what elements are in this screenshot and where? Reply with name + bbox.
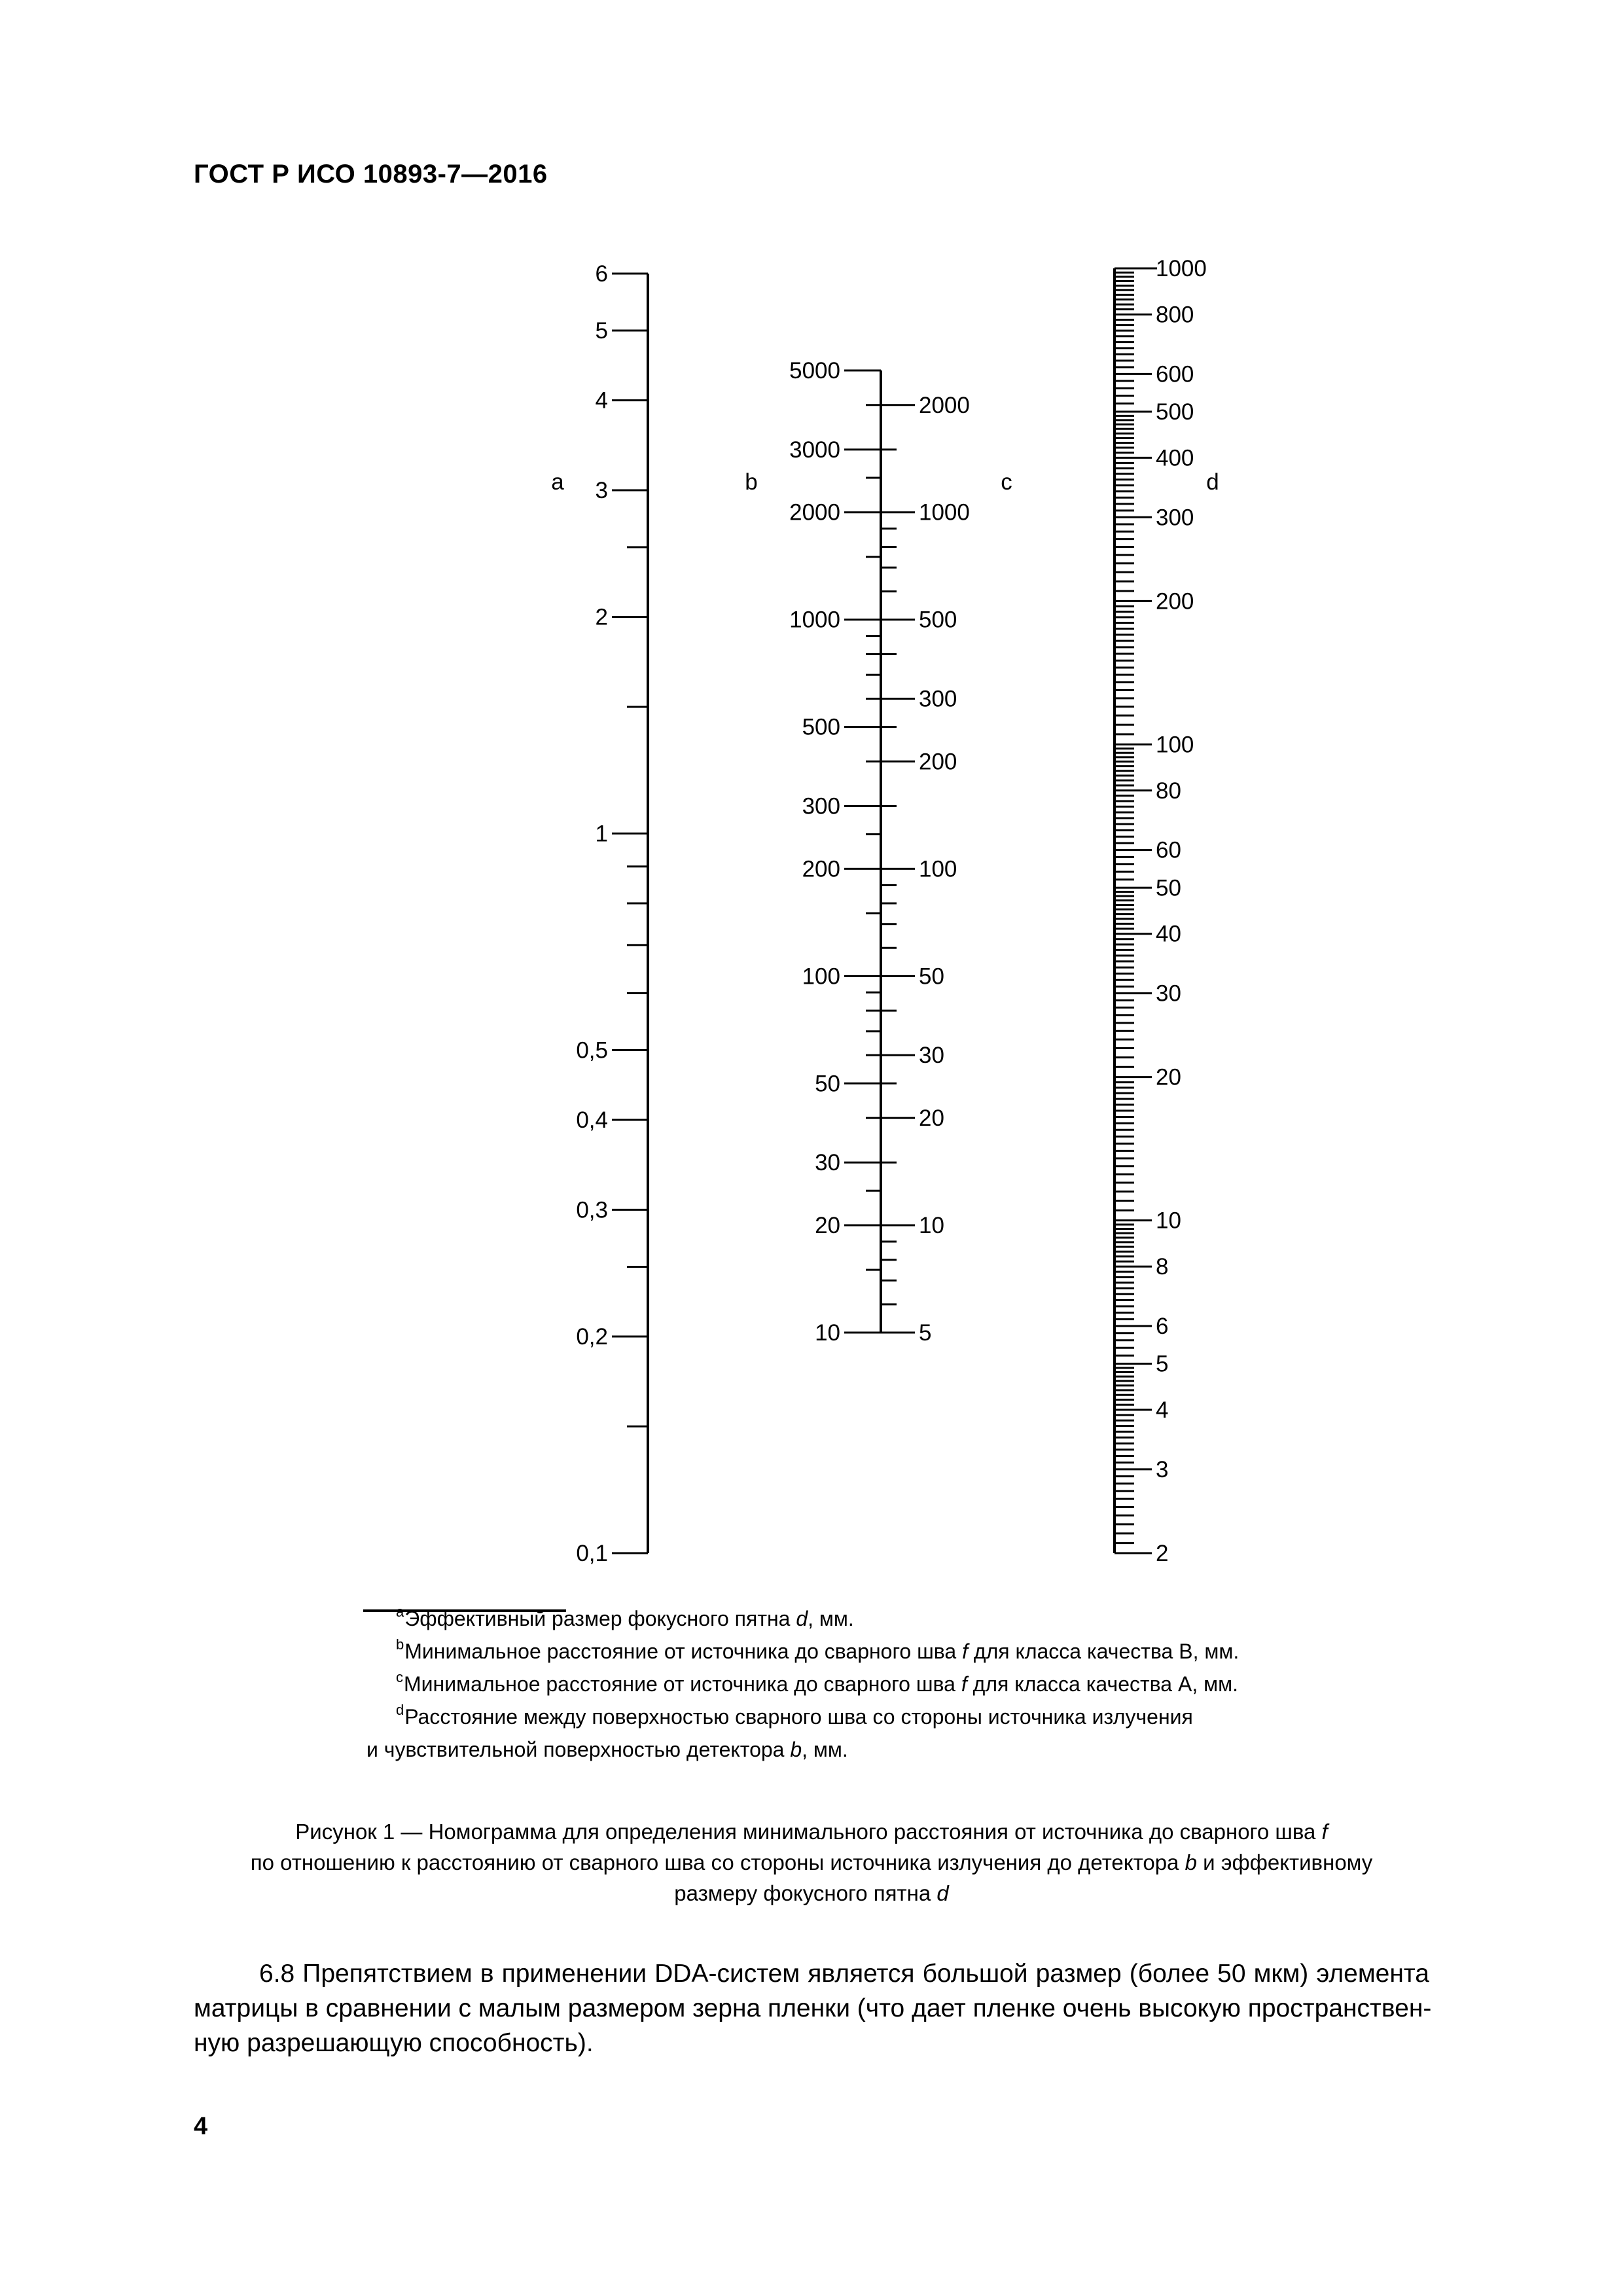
- figure-caption: [194, 1816, 1429, 1909]
- scale-c-tick-label: 10: [919, 1213, 944, 1239]
- scale-a-tick-label: 2: [595, 604, 608, 630]
- scale-a-tick-label: 0,3: [576, 1197, 608, 1223]
- scale-b-tick-label: 30: [815, 1150, 840, 1176]
- paragraph-line-3: ную разрешающую способность).: [194, 2029, 594, 2057]
- page-number: 4: [194, 2113, 208, 2140]
- scale-letter-d: d: [1206, 469, 1219, 495]
- footnote-a: [396, 1604, 854, 1631]
- caption-line-3: [194, 1878, 1429, 1909]
- caption-var: f: [1321, 1820, 1328, 1844]
- scale-b-tick-label: 300: [802, 793, 840, 819]
- footnote-text: и чувствительной поверхностью детектора: [366, 1738, 791, 1761]
- scale-b-tick-label: 100: [802, 963, 840, 990]
- caption-var: b: [1185, 1850, 1197, 1874]
- scale-d-tick-label: 50: [1156, 875, 1181, 901]
- caption-text: размеру фокусного пятна: [674, 1881, 937, 1905]
- scale-d-tick-label: 6: [1156, 1313, 1169, 1339]
- scale-b-tick-label: 20: [815, 1213, 840, 1239]
- scale-b-tick-label: 10: [815, 1320, 840, 1346]
- footnote-var: d: [796, 1607, 808, 1630]
- document-header: ГОСТ Р ИСО 10893-7—2016: [194, 160, 548, 188]
- scale-d-tick-label: 40: [1156, 921, 1181, 947]
- scale-d-tick-label: 5: [1156, 1351, 1169, 1377]
- scale-d-tick-label: 2: [1156, 1541, 1169, 1566]
- paragraph-line-2: матрицы в сравнении с малым размером зерна пленки (что дает пленке очень высокую пространствен-: [194, 1994, 1432, 2022]
- footnote-b: [396, 1636, 1240, 1664]
- scale-b-tick-label: 500: [802, 714, 840, 740]
- footnote-text: Минимальное расстояние от источника до сварного шва: [404, 1640, 963, 1663]
- paragraph-line-1: 6.8 Препятствием в применении DDA-систем является большой размер (более 50 мкм) элемента: [259, 1960, 1429, 1988]
- scale-b-tick-label: 3000: [789, 437, 840, 463]
- scale-letter-b: b: [745, 469, 758, 495]
- scale-d-tick-label: 10: [1156, 1208, 1181, 1234]
- scale-a: [576, 261, 648, 1566]
- scale-a-tick-label: 4: [595, 387, 608, 414]
- footnote-var: f: [962, 1640, 968, 1663]
- scale-b-tick-label: 1000: [789, 607, 840, 633]
- scale-a-tick-label: 1: [595, 821, 608, 847]
- scale-d-tick-label: 4: [1156, 1397, 1169, 1424]
- scale-a-tick-label: 0,2: [576, 1324, 608, 1350]
- scale-d-tick-label: 30: [1156, 980, 1181, 1007]
- caption-line-2: [194, 1847, 1429, 1878]
- body-paragraph: [194, 1956, 1432, 2060]
- caption-line-1: [194, 1816, 1429, 1847]
- footnote-text: Минимальное расстояние от источника до сварного шва: [404, 1672, 961, 1696]
- footnote-text: Эффективный размер фокусного пятна: [404, 1607, 796, 1630]
- footnote-d: [396, 1702, 1193, 1729]
- scale-d: [1115, 256, 1207, 1566]
- scale-c-tick-label: 30: [919, 1043, 944, 1069]
- scale-c-tick-label: 100: [919, 856, 957, 882]
- scale-c-tick-label: 1000: [919, 499, 970, 526]
- scale-d-tick-label: 1000: [1156, 256, 1207, 281]
- scale-b-tick-label: 200: [802, 856, 840, 882]
- scale-a-tick-label: 5: [595, 318, 608, 344]
- scale-letter-c: c: [1001, 469, 1012, 495]
- footnote-c: [396, 1669, 1238, 1696]
- scale-d-tick-label: 800: [1156, 302, 1194, 328]
- scale-d-tick-label: 300: [1156, 505, 1194, 531]
- scale-d-tick-label: 20: [1156, 1064, 1181, 1090]
- footnote-var: f: [961, 1672, 967, 1696]
- caption-text: Рисунок 1 — Номограмма для определения минимального расстояния от источника до сварного шва: [295, 1820, 1322, 1844]
- scale-d-tick-label: 80: [1156, 778, 1181, 804]
- scale-d-tick-label: 500: [1156, 399, 1194, 425]
- scale-a-tick-label: 6: [595, 261, 608, 287]
- footnote-text: Расстояние между поверхностью сварного шва со стороны источника излучения: [404, 1705, 1193, 1729]
- scale-c-tick-label: 20: [919, 1105, 944, 1132]
- scale-a-tick-label: 0,4: [576, 1107, 608, 1134]
- scale-b-c: [789, 358, 970, 1346]
- footnote-end: , мм.: [808, 1607, 854, 1630]
- scale-a-tick-label: 3: [595, 477, 608, 503]
- scale-b-tick-label: 5000: [789, 358, 840, 384]
- footnote-end: , мм.: [802, 1738, 848, 1761]
- footnote-end: для класса качества B, мм.: [968, 1640, 1240, 1663]
- scale-c-tick-label: 50: [919, 963, 944, 990]
- scale-c-tick-label: 300: [919, 686, 957, 712]
- scale-c-tick-label: 5: [919, 1320, 932, 1346]
- scale-d-tick-label: 60: [1156, 837, 1181, 863]
- footnote-var: b: [790, 1738, 802, 1761]
- footnote-d-continuation: [366, 1738, 848, 1762]
- scale-c-tick-label: 2000: [919, 392, 970, 418]
- scale-d-tick-label: 200: [1156, 588, 1194, 615]
- footnote-mark: c: [396, 1669, 403, 1685]
- scale-c-tick-label: 200: [919, 749, 957, 775]
- scale-d-tick-label: 8: [1156, 1254, 1169, 1280]
- scale-d-tick-label: 600: [1156, 361, 1194, 387]
- scale-d-tick-label: 400: [1156, 445, 1194, 471]
- scale-a-tick-label: 0,1: [576, 1541, 608, 1566]
- scale-b-tick-label: 2000: [789, 499, 840, 526]
- scale-d-tick-label: 3: [1156, 1456, 1169, 1482]
- scale-c-tick-label: 500: [919, 607, 957, 633]
- caption-text: по отношению к расстоянию от сварного шва со стороны источника излучения до детектора: [250, 1850, 1185, 1874]
- footnote-mark: a: [396, 1604, 404, 1620]
- footnote-mark: b: [396, 1636, 404, 1653]
- caption-end: и эффективному: [1196, 1850, 1373, 1874]
- footnote-end: для класса качества A, мм.: [967, 1672, 1238, 1696]
- scale-d-tick-label: 100: [1156, 732, 1194, 758]
- scale-letter-a: a: [551, 469, 564, 495]
- caption-var: d: [936, 1881, 949, 1905]
- footnote-mark: d: [396, 1702, 404, 1718]
- scale-a-tick-label: 0,5: [576, 1037, 608, 1064]
- scale-b-tick-label: 50: [815, 1071, 840, 1097]
